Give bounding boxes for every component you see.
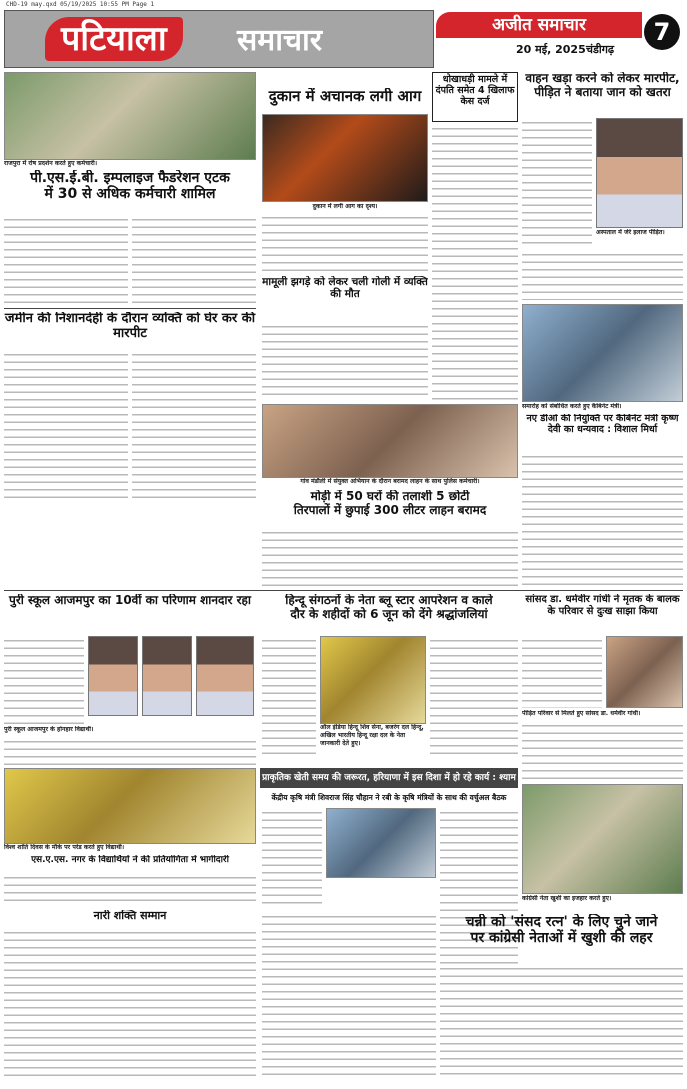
harass-headline [522,72,683,116]
tiranga-headline-line2: दौर के शहीदों को 6 जून को देंगे श्रद्धांजलियां [290,606,488,621]
city-title: पटियाला [45,17,183,61]
tiranga-headline [260,594,518,634]
lahan-headline-line1: मोड़ी में 50 घरों की तलाशी 5 छोटी [310,490,470,503]
tiranga-body-col2 [430,636,518,756]
lahan-photo [262,404,518,478]
farm-photo [326,808,436,878]
print-slug: CHD-19 may.qxd 05/19/2025 10:55 PM Page 1 [6,1,155,8]
land-body-col2 [132,350,256,500]
pseb-headline-line1: पी.एस.ई.बी. इम्पलाइज फैडरेशन एटक [30,170,230,186]
sports-headline: एस.ए.एस. नगर के विद्यार्थियों ने की प्रतियोगिता में भागीदारी [31,855,229,865]
sansad-body-2 [522,721,683,781]
ngo-photo [522,304,683,402]
fire-photo [262,114,428,202]
page-number: 7 [644,14,680,50]
student-photo-1 [88,636,138,716]
chanani-headline-line2: पर कांग्रेसी नेताओं में खुशी की लहर [470,930,653,947]
sansad-headline: सांसद डा. धर्मवीर गांधी ने मृतक के बालक के परिवार से दुःख साझा किया [525,594,680,617]
farm-body-col3 [262,912,436,1078]
ngo-body [522,452,683,588]
land-headline: जमीन की निशानदेही के दौरान व्यक्ति को घेर कर की मारपीट [4,312,256,341]
section-divider [4,590,683,591]
fire-body [262,213,428,273]
lahan-headline-line2: तिरपालों में छुपाई 300 लीटर लाहन बरामद [293,502,487,517]
land-body-col1 [4,350,128,500]
student-photo-3 [196,636,254,716]
issue-date: 20 मई, 2025 [516,43,586,56]
masthead [4,10,683,68]
pseb-body-col2 [132,215,256,305]
fraud-headline: धोखाधड़ी मामले में दंपति समेत 4 खिलाफ केस दर्ज [432,72,518,122]
sansad-photo-caption: पीड़ित परिवार से मिलते हुए सांसद डा. धर्मवीर गांधी। [522,710,641,717]
chanani-headline [440,914,683,962]
chanani-photo [522,784,683,894]
school-body-2 [4,737,256,765]
ngo-headline: नए डीओ की नियुक्ति पर कैबिनेट मंत्री कृष्ण देवी का धन्यवाद : विशाल मिर्धा [526,414,679,435]
tiranga-photo [320,636,426,724]
sansad-body [522,636,602,708]
student-photo-2 [142,636,192,716]
ngo-photo-caption: समारोह को संबोधित करते हुए कैबिनेट मंत्री। [522,403,622,410]
pseb-headline-line2: में 30 से अधिक कर्मचारी शामिल [44,186,216,203]
nari-headline: नारी शक्ति सम्मान [93,910,167,922]
school-body [4,636,84,726]
sports-body [4,873,256,907]
harass-body-col1 [522,118,592,248]
tiranga-headline-line1: हिन्दू संगठनों के नेता ब्लू स्टार आपरेशन व काले [285,594,493,607]
fire-headline: दुकान में अचानक लगी आग [268,88,422,105]
edition-city: चंडीगढ़ [586,43,615,56]
fraud-body [432,124,518,404]
lahan-photo-caption: गांव मंडौली में संयुक्त अभियान के दौरान बरामद लाहन के साथ पुलिस कर्मचारी। [300,478,480,485]
farm-headline: प्राकृतिक खेती समय की जरूरत, हरियाणा में इस दिशा में हो रहे कार्य : श्याम [260,768,518,788]
masthead-meta [436,10,683,68]
school-photo-caption: पुरी स्कूल आजमपुर के होनहार विद्यार्थी। [4,726,94,733]
lahan-headline [262,490,518,526]
section-title: समाचार [237,23,323,58]
divider [4,308,256,309]
nari-body [4,928,256,1078]
victim-photo [596,118,683,228]
pseb-photo-caption: राजपुरा में रोष प्रदर्शन करते हुए कर्मचारी। [4,160,98,167]
farm-subheadline: केंद्रीय कृषि मंत्री शिवराज सिंह चौहान ने रबी के कृषि मंत्रियों के साथ की वर्चुअल बैठक [260,790,518,806]
shot-headline: मामूली झगड़े को लेकर चली गोली में व्यक्ति की मौत [262,276,428,301]
pseb-headline [4,170,256,214]
farm-body-col1 [262,808,322,908]
chanani-body [440,964,683,1078]
pseb-body-col1 [4,215,128,305]
tiranga-body-col1 [262,636,316,756]
masthead-banner [4,10,434,68]
harass-headline-line2: पीड़ित ने बताया जान को खतरा [534,84,671,99]
harass-body-col2 [522,250,683,300]
sports-photo-caption: विश्व शांति दिवस के मौके पर परेड करते हुए विद्यार्थी। [4,844,125,851]
sports-photo [4,768,256,844]
school-headline: पुरी स्कूल आजमपुर का 10वीं का परिणाम शानदार रहा [9,594,251,607]
fire-photo-caption: दुकान में लगी आग का दृश्य। [312,203,378,210]
tiranga-photo-caption: ऑल इंडिया हिन्दू शिव सेना, बजरंग दल हिन्दू, अखिल भारतीय हिन्दू रक्षा दल के नेता जानकारी देते हुए। [320,724,424,747]
lahan-body [262,528,518,588]
harass-headline-line1: वाहन खड़ा करने को लेकर मारपीट, [525,72,680,85]
sansad-photo [606,636,683,708]
harass-photo-caption: अस्पताल में जेरे इलाज पीड़ित। [596,229,665,236]
paper-name: अजीत समाचार [436,12,642,38]
shot-body [262,322,428,400]
pseb-photo [4,72,256,160]
chanani-photo-caption: कांग्रेसी नेता खुशी का इजहार करते हुए। [522,895,612,902]
chanani-headline-line1: चन्नी को 'संसद रत्न' के लिए चुने जाने [465,914,658,930]
